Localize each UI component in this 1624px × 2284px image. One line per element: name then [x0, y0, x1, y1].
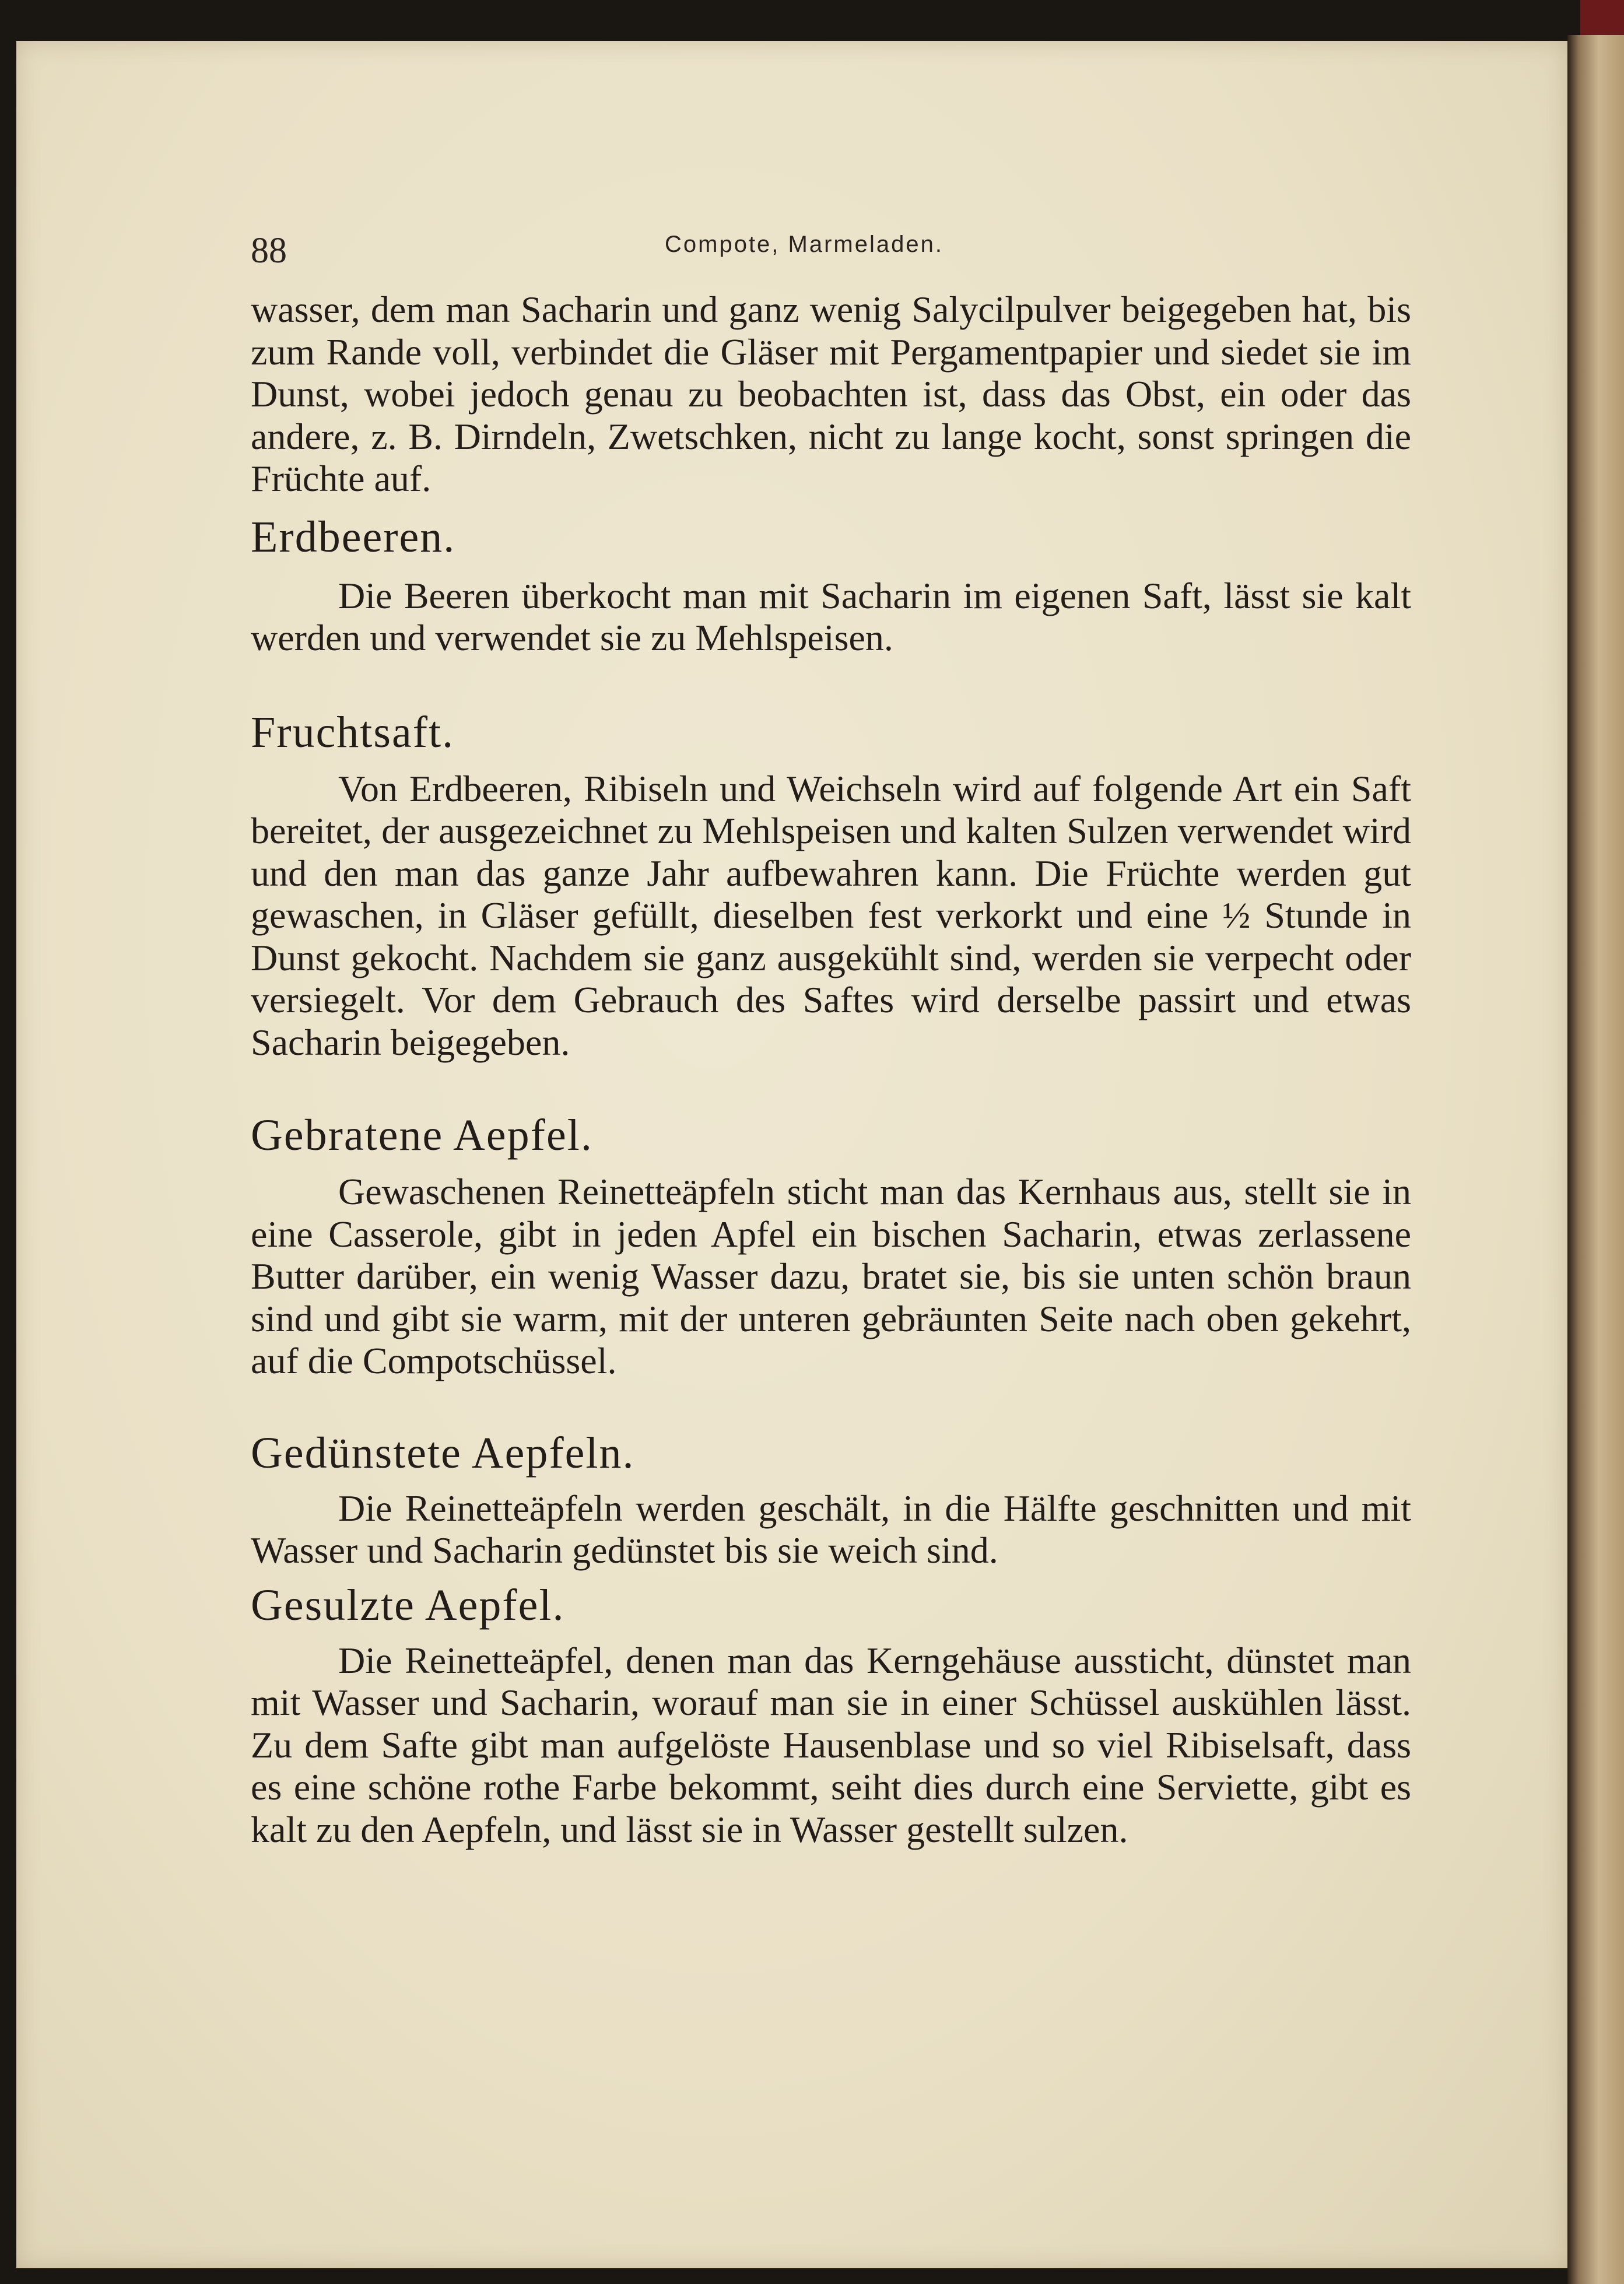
paragraph-fruchtsaft: Von Erdbeeren, Ribiseln und Weichseln wird auf folgende Art ein Saft bereitet, der ausgezeichnet zu Mehlspeisen und kalten Sulzen verwendet wird und den man das ganze Jahr aufbewahren kann. Die Früchte werden gut gewaschen, in Gläser gefüllt, dieselben fest verkorkt und eine ½ Stunde in Dunst gekocht. Nachdem sie ganz ausgekühlt sind, werden sie verpecht oder versiegelt. Vor dem Gebrauch des Saftes wird derselbe passirt und etwas Sacharin beigegeben. — [251, 767, 1411, 1063]
paragraph-gebratene-aepfel: Gewaschenen Reinetteäpfeln sticht man das Kernhaus aus, stellt sie in eine Casserole, gibt in jeden Apfel ein bischen Sacharin, etwas zerlassene Butter darüber, ein wenig Wasser dazu, bratet sie, bis sie unten schön braun sind und gibt sie warm, mit der unteren gebräunten Seite nach oben gekehrt, auf die Compotschüssel. — [251, 1171, 1411, 1381]
paragraph-gesulzte-aepfel: Die Reinetteäpfel, denen man das Kerngehäuse aussticht, dünstet man mit Wasser und Sacharin, worauf man sie in einer Schüssel auskühlen lässt. Zu dem Safte gibt man aufgelöste Hausenblase und so viel Ribiselsaft, dass es eine schöne rothe Farbe bekommt, seiht dies durch eine Serviette, gibt es kalt zu den Aepfeln, und lässt sie in Wasser gestellt sulzen. — [251, 1639, 1411, 1850]
heading-fruchtsaft: Fruchtsaft. — [251, 707, 455, 757]
heading-gesulzte-aepfel: Gesulzte Aepfel. — [251, 1580, 565, 1630]
heading-gebratene-aepfel: Gebratene Aepfel. — [251, 1111, 593, 1160]
paragraph-erdbeeren: Die Beeren überkocht man mit Sacharin im eigenen Saft, lässt sie kalt werden und verwendet sie zu Mehlspeisen. — [251, 574, 1411, 658]
page-number: 88 — [251, 231, 287, 271]
page-body — [251, 289, 1411, 1851]
paragraph-gedunstete-aepfeln: Die Reinetteäpfeln werden geschält, in die Hälfte geschnitten und mit Wasser und Sacharin gedünstet bis sie weich sind. — [251, 1487, 1411, 1571]
heading-gedunstete-aepfeln: Gedünstete Aepfeln. — [251, 1428, 635, 1478]
page-header — [0, 230, 1624, 277]
page-edge — [1567, 35, 1624, 2284]
continued-paragraph: wasser, dem man Sacharin und ganz wenig Salycilpulver beigegeben hat, bis zum Rande voll, verbindet die Gläser mit Pergamentpapier und siedet sie im Dunst, wobei jedoch genau zu beobachten ist, dass das Obst, ein oder das andere, z. B. Dirndeln, Zwetschken, nicht zu lange kocht, sonst springen die Früchte auf. — [251, 289, 1411, 499]
heading-erdbeeren: Erdbeeren. — [251, 512, 456, 562]
running-title: Compote, Marmeladen. — [665, 231, 943, 257]
